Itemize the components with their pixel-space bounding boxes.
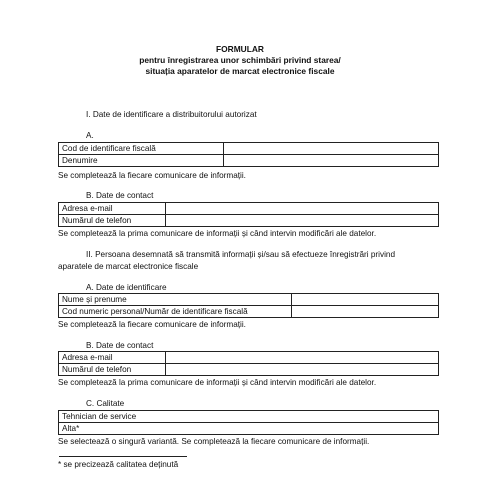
section2-a-label: A. Date de identificare — [86, 283, 167, 292]
table-row — [59, 215, 439, 227]
table-row — [59, 143, 439, 155]
section2-heading-line1: II. Persoana desemnată să transmită informații și/sau să efectueze înregistrări privind — [86, 250, 395, 259]
section2-c-label: C. Calitate — [86, 399, 125, 408]
section2-b-label: B. Date de contact — [86, 341, 154, 350]
section1-b-label: B. Date de contact — [86, 191, 154, 200]
table-row — [59, 364, 439, 376]
phone-label: Numărul de telefon — [59, 364, 166, 376]
section2-b-table — [58, 351, 439, 376]
email-field[interactable] — [166, 203, 439, 215]
table-row — [59, 294, 439, 306]
section2-a-table — [58, 293, 439, 318]
full-name-field[interactable] — [292, 294, 439, 306]
option-service-technician[interactable]: Tehnician de service — [59, 411, 439, 423]
name-label: Denumire — [59, 155, 224, 167]
fiscal-code-field[interactable] — [224, 143, 439, 155]
phone-label: Numărul de telefon — [59, 215, 166, 227]
table-row[interactable] — [59, 423, 439, 435]
section1-a-note: Se completează la fiecare comunicare de informații. — [58, 171, 246, 180]
footnote-divider — [59, 456, 187, 457]
section1-b-note: Se completează la prima comunicare de informații și când intervin modificări ale datelor. — [58, 229, 377, 238]
phone-field[interactable] — [166, 215, 439, 227]
phone-field[interactable] — [166, 364, 439, 376]
cnp-field[interactable] — [292, 306, 439, 318]
section1-b-table — [58, 202, 439, 227]
option-other[interactable]: Alta* — [59, 423, 439, 435]
section1-a-label: A. — [86, 131, 94, 140]
full-name-label: Nume și prenume — [59, 294, 292, 306]
form-subtitle-line2: situația aparatelor de marcat electronice fiscale — [145, 66, 335, 76]
table-row — [59, 306, 439, 318]
section2-heading-line2: aparatele de marcat electronice fiscale — [58, 262, 199, 271]
table-row[interactable] — [59, 411, 439, 423]
section2-c-note: Se selectează o singură variantă. Se completează la fiecare comunicare de informații. — [58, 437, 370, 446]
table-row — [59, 203, 439, 215]
table-row — [59, 352, 439, 364]
section1-heading: I. Date de identificare a distribuitorului autorizat — [86, 110, 257, 119]
name-field[interactable] — [224, 155, 439, 167]
section1-a-table — [58, 142, 439, 167]
form-title: FORMULAR — [216, 44, 264, 54]
form-subtitle-line1: pentru înregistrarea unor schimbări privind starea/ — [139, 55, 341, 65]
table-row — [59, 155, 439, 167]
cnp-label: Cod numeric personal/Număr de identificare fiscală — [59, 306, 292, 318]
email-label: Adresa e-mail — [59, 203, 166, 215]
footnote: * se precizează calitatea deținută — [58, 460, 179, 469]
section2-b-note: Se completează la prima comunicare de informații și când intervin modificări ale datelor. — [58, 378, 377, 387]
section2-a-note: Se completează la fiecare comunicare de informații. — [58, 320, 246, 329]
email-field[interactable] — [166, 352, 439, 364]
fiscal-code-label: Cod de identificare fiscală — [59, 143, 224, 155]
email-label: Adresa e-mail — [59, 352, 166, 364]
section2-c-table — [58, 410, 439, 435]
